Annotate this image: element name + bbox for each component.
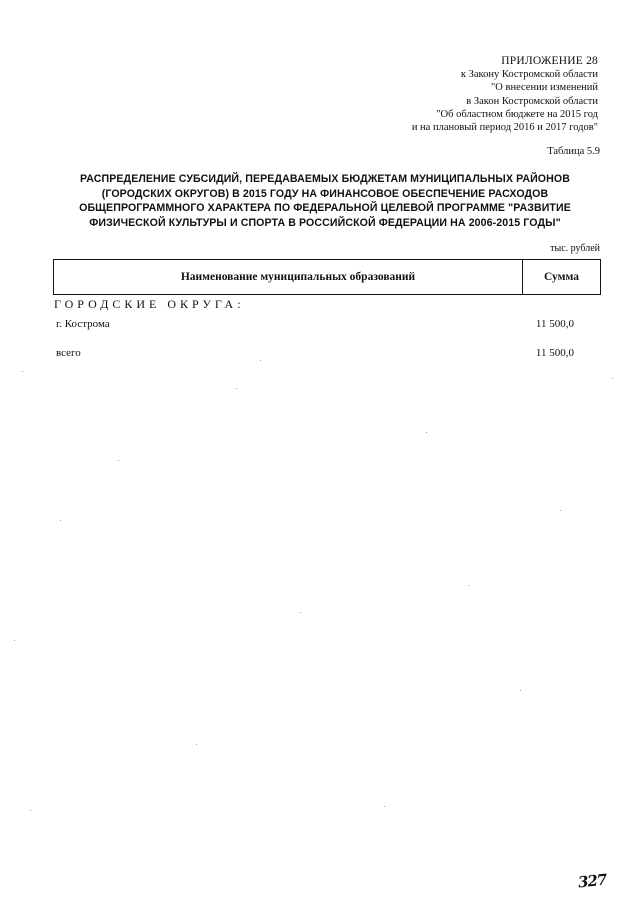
handwritten-page-number: 327 bbox=[576, 870, 607, 892]
document-title-line: ОБЩЕПРОГРАММНОГО ХАРАКТЕРА ПО ФЕДЕРАЛЬНОЙ ЦЕЛЕВОЙ ПРОГРАММЕ "РАЗВИТИЕ bbox=[79, 202, 571, 215]
units-label: тыс. рублей bbox=[550, 243, 600, 254]
scan-speck bbox=[468, 585, 469, 586]
scan-speck bbox=[22, 371, 23, 372]
document-title-line: РАСПРЕДЕЛЕНИЕ СУБСИДИЙ, ПЕРЕДАВАЕМЫХ БЮДЖЕТАМ МУНИЦИПАЛЬНЫХ РАЙОНОВ bbox=[80, 173, 570, 185]
scan-speck bbox=[260, 360, 261, 361]
scan-speck bbox=[300, 612, 301, 613]
appendix-title: ПРИЛОЖЕНИЕ 28 bbox=[501, 55, 598, 67]
scan-speck bbox=[560, 510, 561, 511]
appendix-header bbox=[412, 55, 598, 134]
scan-speck bbox=[14, 640, 15, 641]
appendix-line: "О внесении изменений bbox=[491, 82, 598, 94]
scan-speck bbox=[236, 388, 237, 389]
scan-speck bbox=[520, 690, 521, 691]
column-header-name: Наименование муниципальных образований bbox=[54, 260, 523, 294]
appendix-line: "Об областном бюджете на 2015 год bbox=[436, 108, 598, 120]
scan-speck bbox=[196, 744, 197, 745]
scan-speck bbox=[118, 460, 119, 461]
appendix-line: в Закон Костромской области bbox=[466, 95, 598, 107]
scan-speck bbox=[612, 378, 613, 379]
total-sum: 11 500,0 bbox=[535, 347, 574, 359]
section-label: ГОРОДСКИЕ ОКРУГА: bbox=[54, 297, 245, 311]
column-header-sum: Сумма bbox=[544, 271, 579, 283]
scan-speck bbox=[60, 520, 61, 521]
scan-speck bbox=[384, 806, 385, 807]
scan-speck bbox=[426, 432, 427, 433]
total-label: всего bbox=[56, 347, 81, 359]
document-title-line: ФИЗИЧЕСКОЙ КУЛЬТУРЫ И СПОРТА В РОССИЙСКОЙ ФЕДЕРАЦИИ НА 2006-2015 ГОДЫ" bbox=[89, 216, 561, 229]
document-title-line: (ГОРОДСКИХ ОКРУГОВ) В 2015 ГОДУ НА ФИНАНСОВОЕ ОБЕСПЕЧЕНИЕ РАСХОДОВ bbox=[101, 187, 549, 200]
scan-speck bbox=[30, 810, 31, 811]
appendix-line: и на плановый период 2016 и 2017 годов" bbox=[411, 122, 598, 134]
row-sum: 11 500,0 bbox=[535, 318, 574, 330]
appendix-line: к Закону Костромской области bbox=[460, 69, 598, 81]
row-name: г. Кострома bbox=[56, 318, 110, 330]
table-header bbox=[53, 259, 601, 295]
table-number: Таблица 5.9 bbox=[547, 146, 600, 157]
document-title bbox=[60, 172, 590, 230]
